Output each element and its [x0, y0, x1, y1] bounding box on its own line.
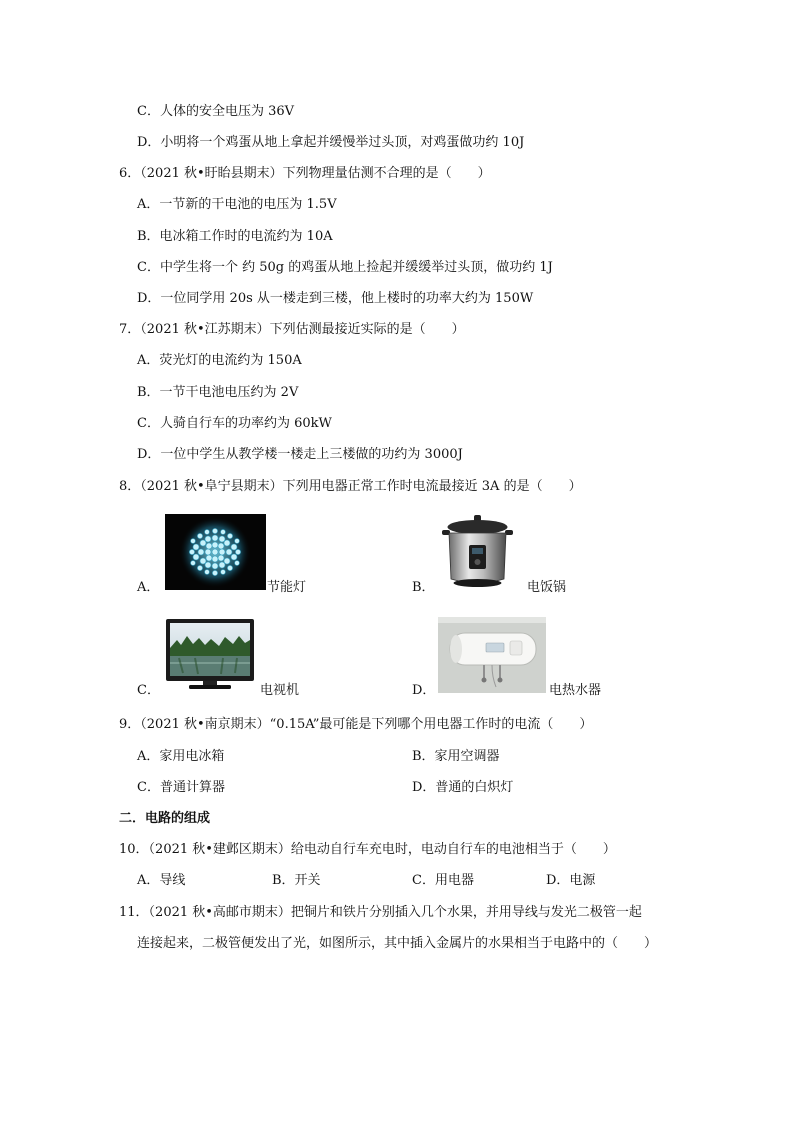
q8-option-a-letter: A． [137, 580, 160, 595]
q8-option-b-label: 电饭锅 [527, 580, 567, 595]
q8-option-d-label: 电热水器 [549, 683, 602, 698]
q10-option-d: D．电源 [546, 873, 596, 888]
q9-option-d: D．普通的白炽灯 [412, 780, 514, 795]
question-10-stem: 10．（2021 秋•建邺区期末）给电动自行车充电时，电动自行车的电池相当于（ ） [119, 842, 616, 857]
television-image [165, 618, 255, 692]
q5-option-d: D．小明将一个鸡蛋从地上拿起并缓慢举过头顶，对鸡蛋做功约 10J [137, 135, 525, 150]
q10-option-b: B．开关 [272, 873, 321, 888]
q7-option-a: A．荧光灯的电流约为 150A [137, 353, 302, 368]
q10-option-c: C．用电器 [412, 873, 474, 888]
q6-option-a: A．一节新的干电池的电压为 1.5V [137, 197, 337, 212]
lamp-led-icon [165, 514, 266, 590]
question-11-stem-continued: 连接起来，二极管便发出了光，如图所示，其中插入金属片的水果相当于电路中的（ ） [137, 936, 658, 951]
rice-cooker-icon [438, 513, 517, 591]
rice-cooker-image [438, 513, 517, 591]
q8-option-d-letter: D． [412, 683, 436, 698]
q5-option-c: C．人体的安全电压为 36V [137, 104, 295, 119]
q10-option-a: A．导线 [137, 873, 186, 888]
q9-option-b: B．家用空调器 [412, 749, 500, 764]
q9-option-a: A．家用电冰箱 [137, 749, 225, 764]
q7-option-d: D．一位中学生从教学楼一楼走上三楼做的功约为 3000J [137, 447, 463, 462]
q7-option-b: B．一节干电池电压约为 2V [137, 385, 299, 400]
q6-option-b: B．电冰箱工作时的电流约为 10A [137, 229, 333, 244]
q8-option-a-label: 节能灯 [267, 580, 307, 595]
question-8-stem: 8．（2021 秋•阜宁县期末）下列用电器正常工作时电流最接近 3A 的是（ ） [119, 479, 582, 494]
q9-option-c: C．普通计算器 [137, 780, 225, 795]
energy-saving-lamp-image [165, 514, 266, 590]
question-9-stem: 9．（2021 秋•南京期末）“0.15A”最可能是下列哪个用电器工作时的电流（ ） [119, 717, 593, 732]
water-heater-icon [438, 617, 546, 693]
question-11-stem: 11．（2021 秋•高邮市期末）把铜片和铁片分别插入几个水果，并用导线与发光二极管一起 [119, 905, 642, 920]
television-icon [165, 618, 255, 692]
question-6-stem: 6．（2021 秋•盱眙县期末）下列物理量估测不合理的是（ ） [119, 166, 491, 181]
q8-option-b-letter: B． [412, 580, 435, 595]
q8-option-c-letter: C． [137, 683, 160, 698]
q7-option-c: C．人骑自行车的功率约为 60kW [137, 416, 332, 431]
q8-option-c-label: 电视机 [260, 683, 300, 698]
question-7-stem: 7．（2021 秋•江苏期末）下列估测最接近实际的是（ ） [119, 322, 465, 337]
q6-option-c: C．中学生将一个 约 50g 的鸡蛋从地上捡起并缓缓举过头顶，做功约 1J [137, 260, 553, 275]
section-heading: 二．电路的组成 [119, 811, 211, 826]
q6-option-d: D．一位同学用 20s 从一楼走到三楼，他上楼时的功率大约为 150W [137, 291, 534, 306]
electric-water-heater-image [438, 617, 546, 693]
